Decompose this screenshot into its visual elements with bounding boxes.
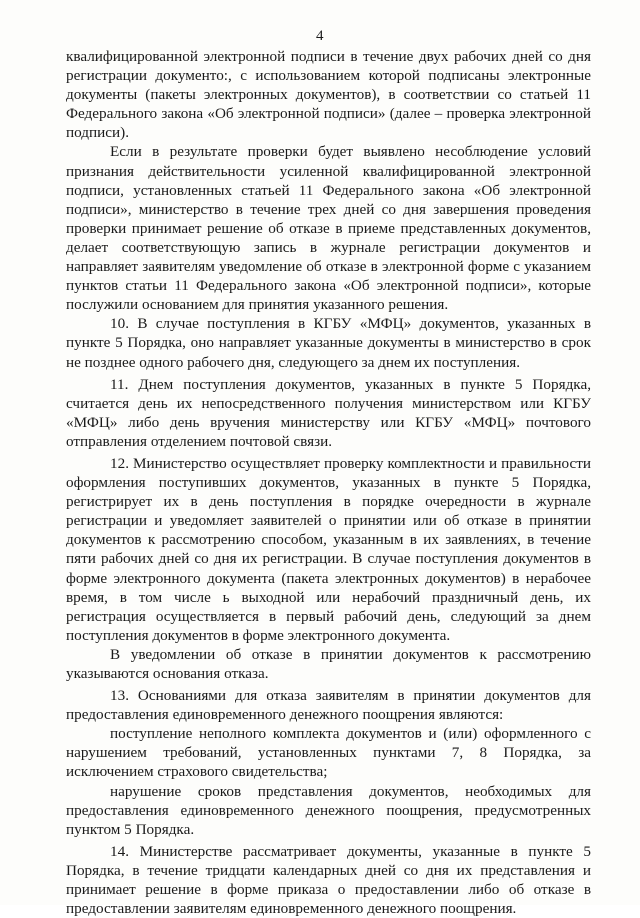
paragraph-ground-incomplete: поступление неполного комплекта документов и (или) оформленного с нарушением требований, установленных пунктами 7, 8 Порядка, за исключением страхового свидетельства; [66,725,591,781]
paragraph-item-10: 10. В случае поступления в КГБУ «МФЦ» документов, указанных в пункте 5 Порядка, оно направляет указанные документы в министерство в срок не позднее одного рабочего дня, следующего за днем их поступления. [66,315,591,371]
paragraph-signature-check: Если в результате проверки будет выявлено несоблюдение условий признания действительности усиленной квалифицированной электронной подписи, установленных статьей 11 Федерального закона «Об электронной подписи», министерство в течение трех дней со дня завершения проведения проверки принимает решение об отказе в приеме представленных документов, делает соответствующую запись в журнале регистрации документов и направляет заявителям уведомление об отказе в электронной форме с указанием пунктов статьи 11 Федерального закона «Об электронной подписи», которые послужили основанием для принятия указанного решения. [66,143,591,314]
paragraph-item-13: 13. Основаниями для отказа заявителям в принятии документов для предоставления единовременного денежного поощрения являются: [66,687,591,724]
paragraph-ground-deadline: нарушение сроков представления документов, необходимых для предоставления единовременного денежного поощрения, предусмотренных пунктом 5 Порядка. [66,782,591,838]
paragraph-refusal-notice: В уведомлении об отказе в принятии документов к рассмотрению указываются основания отказа. [66,645,591,682]
paragraph-item-12: 12. Министерство осуществляет проверку комплектности и правильности оформления поступивших документов, указанных в пункте 5 Порядка, регистрирует их в день поступления в порядке очередности в журнале регистрации и уведомляет заявителей о принятии или об отказе в принятии документов к рассмотрению способом, указанным в их заявлениях, в течение пяти рабочих дней со дня их регистрации. В случае поступления документов в форме электронного документа (пакета электронных документов) в нерабочее время, в том числе ь выходной или нерабочий праздничный день, их регистрация осуществляется в первый рабочий день, следующий за днем поступления документов в форме электронного документа. [66,454,591,644]
body-text [66,47,591,918]
paragraph-continuation: квалифицированной электронной подписи в течение двух рабочих дней со дня регистрации документо:, с использованием которой подписаны электронные документы (пакеты электронных документов), в соответствии со статьей 11 Федерального закона «Об электронной подписи» (далее – проверка электронной подписи). [66,48,591,142]
page-number: 4 [316,28,324,44]
paragraph-item-11: 11. Днем поступления документов, указанных в пункте 5 Порядка, считается день их непосредственного получения министерством или КГБУ «МФЦ» либо день вручения министерству или КГБУ «МФЦ» почтового отправления отделением почтовой связи. [66,375,591,450]
paragraph-item-14: 14. Министерстве рассматривает документы, указанные в пункте 5 Порядка, в течение тридцати календарных дней со дня их представления и принимает решение в форме приказа о предоставлении либо об отказе в предоставлении заявителям единовременного денежного поощрения. [66,842,591,918]
